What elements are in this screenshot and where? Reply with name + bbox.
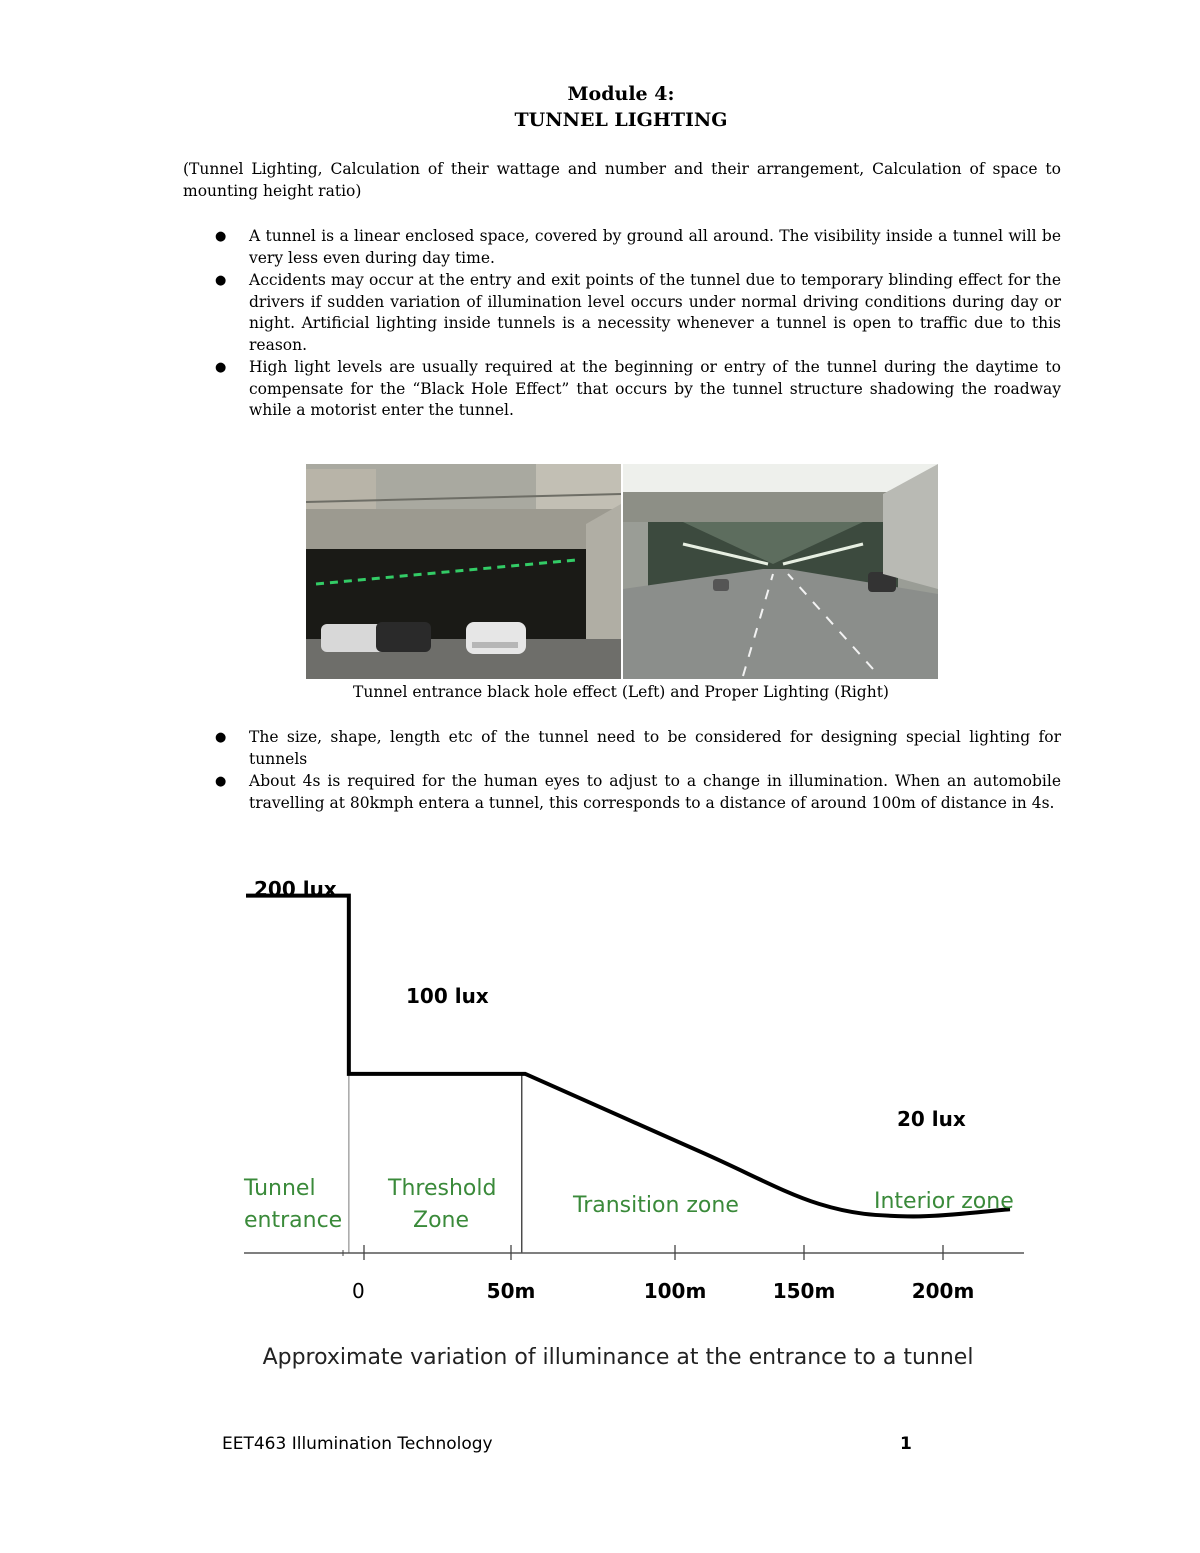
level-label-200: 200 lux: [254, 877, 337, 901]
tunnel-black-hole-photo: [306, 464, 621, 679]
x-tick-labels: [352, 1279, 974, 1303]
intro-paragraph: (Tunnel Lighting, Calculation of their wattage and number and their arrangement, Calculation of space to mounting height ratio): [183, 160, 1061, 200]
x-tick-label: 50m: [486, 1279, 536, 1303]
tunnel-proper-lighting-photo: [623, 464, 938, 679]
chart-title: Approximate variation of illuminance at the entrance to a tunnel: [262, 1345, 974, 1370]
bullet-icon: ●: [215, 229, 227, 244]
x-tick-label: 150m: [772, 1279, 836, 1303]
bullet-list-bottom: [215, 727, 1061, 815]
bullet-icon: ●: [215, 774, 227, 789]
x-tick-label: 0: [352, 1279, 365, 1303]
figure-caption: Tunnel entrance black hole effect (Left) and Proper Lighting (Right): [353, 683, 889, 701]
list-item: ● The size, shape, length etc of the tunnel need to be considered for designing special lighting for tunnels: [215, 728, 1061, 768]
bullet-icon: ●: [215, 730, 227, 745]
list-item: ● High light levels are usually required at the beginning or entry of the tunnel during the daytime to compensate for the “Black Hole Effect” that occurs by the tunnel structure shadowing the roadway while a motorist enter the tunnel.: [215, 358, 1061, 419]
x-tick-label: 100m: [643, 1279, 707, 1303]
module-number: Module 4:: [567, 83, 675, 105]
zone-label-threshold: Threshold Zone: [388, 1176, 497, 1233]
list-item: ● Accidents may occur at the entry and exit points of the tunnel due to temporary blinding effect for the drivers if sudden variation of illumination level occurs under normal driving conditions during day or night. Artificial lighting inside tunnels is a necessity whenever a tunnel is open to traffic due to this reason.: [215, 271, 1061, 354]
bullet-icon: ●: [215, 273, 227, 288]
illuminance-curve: [246, 896, 1010, 1217]
zone-label-entrance: Tunnel entrance: [244, 1176, 343, 1233]
footer-page-number: 1: [900, 1434, 912, 1454]
level-label-20: 20 lux: [897, 1107, 966, 1131]
page-title: TUNNEL LIGHTING: [514, 109, 728, 131]
bullet-list-top: [215, 226, 1061, 423]
illuminance-chart: [0, 840, 1200, 1380]
x-tick-label: 200m: [911, 1279, 975, 1303]
zone-label-interior: Interior zone: [874, 1189, 1014, 1214]
zone-label-transition: Transition zone: [573, 1193, 739, 1218]
footer-course: EET463 Illumination Technology: [222, 1434, 493, 1454]
level-label-100: 100 lux: [406, 984, 489, 1008]
list-item: ● About 4s is required for the human eyes to adjust to a change in illumination. When an automobile travelling at 80kmph entera a tunnel, this corresponds to a distance of around 100m of distance in 4s.: [215, 772, 1061, 812]
list-item: ● A tunnel is a linear enclosed space, covered by ground all around. The visibility inside a tunnel will be very less even during day time.: [215, 227, 1061, 267]
zone-labels: [243, 1176, 1014, 1233]
bullet-icon: ●: [215, 360, 227, 375]
